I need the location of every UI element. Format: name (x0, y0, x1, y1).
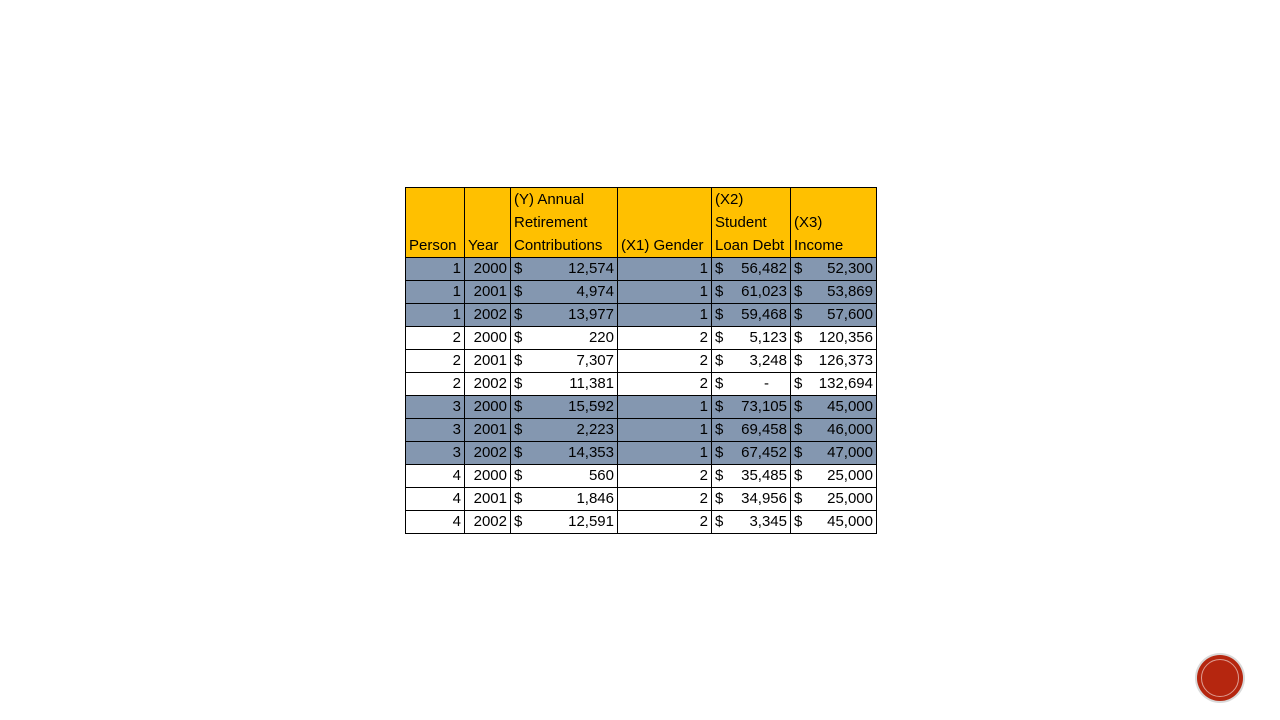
table-row (406, 373, 877, 396)
cell-student-loan-debt (712, 419, 791, 442)
header-line: Income (794, 237, 844, 254)
currency-symbol: $ (715, 398, 724, 415)
cell-gender: 2 (618, 350, 712, 373)
currency-value: 4,974 (576, 283, 614, 300)
currency-symbol: $ (794, 513, 803, 530)
cell-year: 2001 (465, 488, 511, 511)
cell-retirement-contribution (511, 419, 618, 442)
cell-year: 2001 (465, 419, 511, 442)
currency-value: 7,307 (576, 352, 614, 369)
header-income (791, 188, 877, 258)
currency-symbol: $ (514, 513, 523, 530)
cell-person: 3 (406, 419, 465, 442)
header-line: (X2) (715, 191, 744, 208)
cell-retirement-contribution (511, 396, 618, 419)
cell-gender: 1 (618, 304, 712, 327)
currency-value: 132,694 (818, 375, 873, 392)
cell-retirement-contribution (511, 488, 618, 511)
header-line: Contributions (514, 237, 603, 254)
cell-income (791, 258, 877, 281)
cell-gender: 1 (618, 258, 712, 281)
cell-person: 2 (406, 373, 465, 396)
currency-value: 56,482 (741, 260, 787, 277)
currency-value: 52,300 (827, 260, 873, 277)
cell-student-loan-debt (712, 465, 791, 488)
cell-student-loan-debt (712, 442, 791, 465)
cell-year: 2002 (465, 304, 511, 327)
cell-gender: 1 (618, 442, 712, 465)
currency-symbol: $ (514, 398, 523, 415)
currency-value: 53,869 (827, 283, 873, 300)
currency-symbol: $ (715, 283, 724, 300)
currency-symbol: $ (715, 513, 724, 530)
table-body (406, 258, 877, 534)
currency-value: 67,452 (741, 444, 787, 461)
cell-income (791, 511, 877, 534)
cell-income (791, 442, 877, 465)
currency-value: 5,123 (749, 329, 787, 346)
currency-value: 12,574 (568, 260, 614, 277)
currency-symbol: $ (514, 329, 523, 346)
header-line: Loan Debt (715, 237, 785, 254)
currency-value: 1,846 (576, 490, 614, 507)
cell-gender: 2 (618, 488, 712, 511)
currency-symbol: $ (794, 398, 803, 415)
cell-student-loan-debt (712, 373, 791, 396)
header-line: Student (715, 214, 767, 231)
table-row (406, 465, 877, 488)
cell-year: 2000 (465, 327, 511, 350)
cell-student-loan-debt (712, 327, 791, 350)
currency-symbol: $ (514, 352, 523, 369)
cell-year: 2002 (465, 442, 511, 465)
table-row (406, 419, 877, 442)
currency-symbol: $ (794, 375, 803, 392)
cell-year: 2000 (465, 258, 511, 281)
cell-income (791, 304, 877, 327)
cell-student-loan-debt (712, 396, 791, 419)
currency-value: 25,000 (827, 490, 873, 507)
currency-value: 3,248 (749, 352, 787, 369)
header-row (406, 188, 877, 258)
cell-student-loan-debt (712, 511, 791, 534)
currency-symbol: $ (715, 329, 724, 346)
currency-value: 3,345 (749, 513, 787, 530)
currency-value: 15,592 (568, 398, 614, 415)
currency-value: 120,356 (818, 329, 873, 346)
cell-student-loan-debt (712, 488, 791, 511)
header-annual-retirement-contributions (511, 188, 618, 258)
table-row (406, 350, 877, 373)
header-gender (618, 188, 712, 258)
cell-person: 3 (406, 396, 465, 419)
currency-symbol: $ (715, 306, 724, 323)
cell-person: 4 (406, 488, 465, 511)
cell-gender: 2 (618, 327, 712, 350)
currency-value: - (764, 375, 769, 392)
cell-person: 1 (406, 304, 465, 327)
table-row (406, 304, 877, 327)
next-slide-button[interactable] (1197, 655, 1243, 701)
header-person (406, 188, 465, 258)
currency-symbol: $ (794, 283, 803, 300)
currency-value: 220 (588, 329, 614, 346)
currency-value: 2,223 (576, 421, 614, 438)
header-line: Year (468, 237, 499, 254)
currency-value: 14,353 (568, 444, 614, 461)
currency-symbol: $ (514, 306, 523, 323)
cell-person: 2 (406, 327, 465, 350)
cell-year: 2002 (465, 511, 511, 534)
cell-income (791, 281, 877, 304)
cell-student-loan-debt (712, 258, 791, 281)
currency-symbol: $ (514, 260, 523, 277)
currency-symbol: $ (794, 260, 803, 277)
cell-person: 3 (406, 442, 465, 465)
cell-person: 1 (406, 258, 465, 281)
cell-retirement-contribution (511, 511, 618, 534)
table-row (406, 327, 877, 350)
cell-retirement-contribution (511, 281, 618, 304)
currency-symbol: $ (794, 306, 803, 323)
currency-value: 12,591 (568, 513, 614, 530)
cell-student-loan-debt (712, 350, 791, 373)
currency-symbol: $ (514, 375, 523, 392)
cell-person: 2 (406, 350, 465, 373)
cell-retirement-contribution (511, 258, 618, 281)
table-row (406, 281, 877, 304)
currency-symbol: $ (715, 490, 724, 507)
cell-retirement-contribution (511, 304, 618, 327)
currency-value: 13,977 (568, 306, 614, 323)
cell-year: 2001 (465, 350, 511, 373)
currency-value: 45,000 (827, 398, 873, 415)
currency-symbol: $ (794, 421, 803, 438)
currency-symbol: $ (514, 490, 523, 507)
cell-income (791, 488, 877, 511)
cell-retirement-contribution (511, 327, 618, 350)
header-line: (X1) Gender (621, 237, 704, 254)
currency-symbol: $ (514, 283, 523, 300)
cell-gender: 2 (618, 511, 712, 534)
currency-symbol: $ (715, 444, 724, 461)
currency-symbol: $ (794, 467, 803, 484)
cell-year: 2000 (465, 465, 511, 488)
currency-symbol: $ (794, 329, 803, 346)
currency-value: 69,458 (741, 421, 787, 438)
cell-person: 4 (406, 465, 465, 488)
currency-symbol: $ (514, 421, 523, 438)
currency-symbol: $ (794, 444, 803, 461)
cell-income (791, 465, 877, 488)
cell-person: 4 (406, 511, 465, 534)
cell-gender: 2 (618, 465, 712, 488)
cell-income (791, 396, 877, 419)
cell-year: 2002 (465, 373, 511, 396)
cell-person: 1 (406, 281, 465, 304)
currency-symbol: $ (715, 375, 724, 392)
currency-value: 59,468 (741, 306, 787, 323)
currency-value: 61,023 (741, 283, 787, 300)
cell-year: 2001 (465, 281, 511, 304)
currency-value: 46,000 (827, 421, 873, 438)
table-row (406, 396, 877, 419)
currency-value: 73,105 (741, 398, 787, 415)
header-line: (X3) (794, 214, 823, 231)
currency-value: 560 (588, 467, 614, 484)
header-line: Person (409, 237, 457, 254)
currency-value: 45,000 (827, 513, 873, 530)
cell-income (791, 327, 877, 350)
table-row (406, 258, 877, 281)
currency-value: 126,373 (818, 352, 873, 369)
cell-gender: 1 (618, 396, 712, 419)
currency-symbol: $ (715, 467, 724, 484)
currency-symbol: $ (794, 352, 803, 369)
cell-student-loan-debt (712, 304, 791, 327)
cell-gender: 2 (618, 373, 712, 396)
cell-gender: 1 (618, 419, 712, 442)
cell-student-loan-debt (712, 281, 791, 304)
table-row (406, 488, 877, 511)
cell-retirement-contribution (511, 350, 618, 373)
data-table (405, 187, 877, 534)
cell-gender: 1 (618, 281, 712, 304)
currency-value: 57,600 (827, 306, 873, 323)
currency-symbol: $ (794, 490, 803, 507)
cell-income (791, 419, 877, 442)
currency-symbol: $ (715, 260, 724, 277)
currency-value: 11,381 (569, 375, 614, 392)
currency-symbol: $ (514, 444, 523, 461)
currency-symbol: $ (715, 421, 724, 438)
currency-symbol: $ (715, 352, 724, 369)
header-year (465, 188, 511, 258)
header-student-loan-debt (712, 188, 791, 258)
cell-year: 2000 (465, 396, 511, 419)
currency-symbol: $ (514, 467, 523, 484)
currency-value: 35,485 (741, 467, 787, 484)
table-row (406, 511, 877, 534)
cell-retirement-contribution (511, 442, 618, 465)
currency-value: 47,000 (827, 444, 873, 461)
cell-income (791, 350, 877, 373)
header-line: Retirement (514, 214, 588, 231)
cell-retirement-contribution (511, 373, 618, 396)
cell-income (791, 373, 877, 396)
table-row (406, 442, 877, 465)
currency-value: 25,000 (827, 467, 873, 484)
header-line: (Y) Annual (514, 191, 585, 208)
cell-retirement-contribution (511, 465, 618, 488)
currency-value: 34,956 (741, 490, 787, 507)
